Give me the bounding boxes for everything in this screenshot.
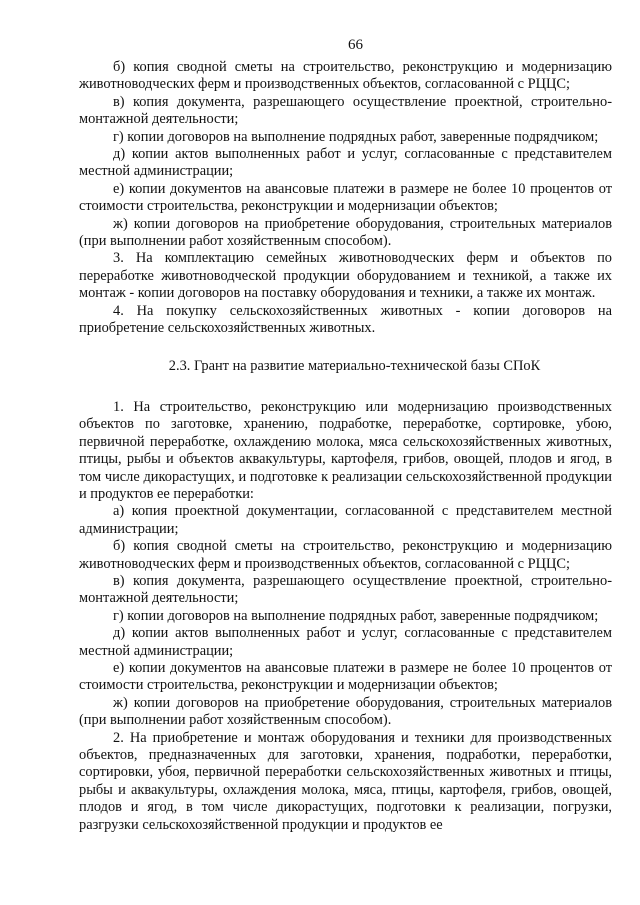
paragraph-bottom-b: б) копия сводной сметы на строительство, реконструкцию и модернизацию животноводческих ферм и производственных объектов, согласованной с РЦЦС; (79, 538, 612, 572)
section-heading: 2.3. Грант на развитие материально-технической базы СПоК (168, 357, 541, 374)
paragraph-top-b: б) копия сводной сметы на строительство, реконструкцию и модернизацию животноводческих ферм и производственных объектов, согласованной с РЦЦС; (79, 59, 612, 93)
page-number: 66 (348, 37, 363, 53)
paragraph-top-e: е) копии документов на авансовые платежи в размере не более 10 процентов от стоимости строительства, реконструкции и модернизации объектов; (79, 180, 612, 215)
paragraph-bottom-v: в) копия документа, разрешающего осуществление проектной, строительно-монтажной деятельности; (79, 572, 612, 607)
paragraph-bottom-a: а) копия проектной документации, согласованной с представителем местной администрации; (79, 503, 612, 537)
paragraph-bottom-d: д) копии актов выполненных работ и услуг, согласованные с представителем местной администрации; (79, 625, 612, 659)
paragraph-bottom-2: 2. На приобретение и монтаж оборудования и техники для производственных объектов, предназначенных для заготовки, хранения, подработки, переработки, сортировки, убоя, первичной переработки сельскохозяйственных животных и птицы, рыбы и аквакультуры, охлаждения молока, мяса, птицы, картофеля, грибов, овощей, плодов и ягод, в том числе дикорастущих, подготовки к реализации, погрузки, разгрузки сельскохозяйственной продукции и продуктов ее (79, 729, 612, 833)
paragraph-top-zh: ж) копии договоров на приобретение оборудования, строительных материалов (при выполнении работ хозяйственным способом). (79, 215, 612, 250)
paragraph-top-d: д) копии актов выполненных работ и услуг, согласованные с представителем местной администрации; (79, 146, 612, 180)
paragraph-bottom-g: г) копии договоров на выполнение подрядных работ, заверенные подрядчиком; (113, 607, 599, 624)
paragraph-top-4: 4. На покупку сельскохозяйственных животных - копии договоров на приобретение сельскохозяйственных животных. (79, 302, 612, 337)
paragraph-bottom-zh: ж) копии договоров на приобретение оборудования, строительных материалов (при выполнении работ хозяйственным способом). (79, 694, 612, 729)
paragraph-bottom-e: е) копии документов на авансовые платежи в размере не более 10 процентов от стоимости строительства, реконструкции и модернизации объектов; (79, 660, 612, 694)
paragraph-bottom-1: 1. На строительство, реконструкцию или модернизацию производственных объектов по заготовке, хранению, подработке, переработке, сортировке, убою, первичной переработке, охлаждению молока, мяса сельскохозяйственных животных, птицы, рыбы и объектов аквакультуры, картофеля, грибов, овощей, плодов и ягод, в том числе дикорастущих, и подготовке к реализации сельскохозяйственной продукции и продуктов ее переработки: (79, 398, 612, 502)
document-page (79, 36, 612, 834)
paragraph-top-g: г) копии договоров на выполнение подрядных работ, заверенные подрядчиком; (113, 128, 599, 145)
paragraph-top-3: 3. На комплектацию семейных животноводческих ферм и объектов по переработке животноводческой продукции оборудованием и техникой, а также их монтаж - копии договоров на поставку оборудования и техники, а также их монтаж. (79, 250, 612, 302)
paragraph-top-v: в) копия документа, разрешающего осуществление проектной, строительно-монтажной деятельности; (79, 93, 612, 128)
